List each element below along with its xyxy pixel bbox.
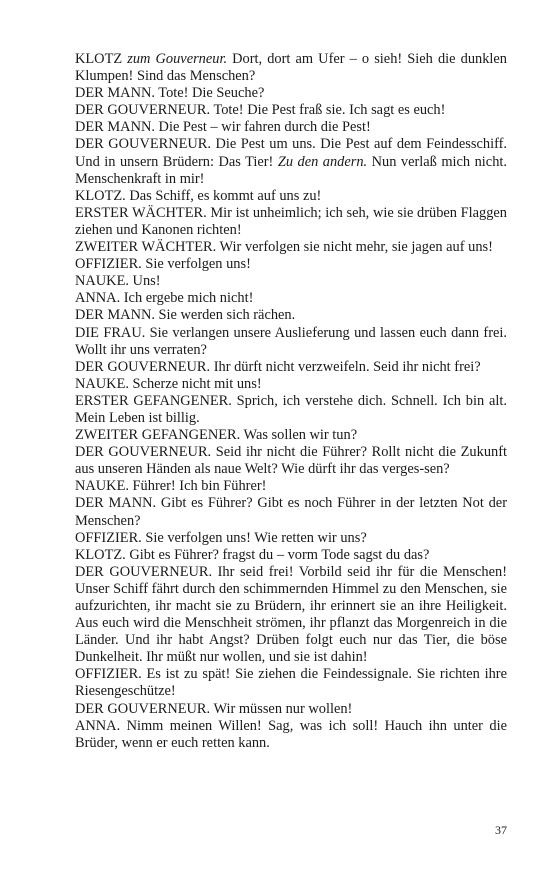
dialogue-line: [75, 256, 507, 273]
line-text: DER MANN. Gibt es Führer? Gibt es noch Führer in der letzten Not der Menschen?: [75, 495, 507, 529]
dialogue-line: [75, 119, 507, 136]
dialogue-line: [75, 85, 507, 102]
line-text: ANNA. Nimm meinen Willen! Sag, was ich soll! Hauch ihn unter die Brüder, wenn er euch retten kann.: [75, 717, 507, 751]
dialogue-line: [75, 530, 507, 547]
dialogue-line: [75, 359, 507, 376]
dialogue-line: [75, 136, 507, 187]
line-text: DER MANN. Die Pest – wir fahren durch die Pest!: [75, 119, 371, 136]
line-text: DER GOUVERNEUR. Ihr dürft nicht verzweifeln. Seid ihr nicht frei?: [75, 358, 481, 375]
line-text: KLOTZ. Gibt es Führer? fragst du – vorm Tode sagst du das?: [75, 546, 430, 563]
line-text: ERSTER WÄCHTER. Mir ist unheimlich; ich seh, wie sie drüben Flaggen ziehen und Kanonen richten!: [75, 204, 507, 238]
dialogue-line: [75, 701, 507, 718]
stage-direction: Zu den andern.: [277, 153, 368, 170]
dialogue-line: [75, 718, 507, 752]
line-text: DIE FRAU. Sie verlangen unsere Auslieferung und lassen euch dann frei. Wollt ihr uns verraten?: [75, 324, 507, 358]
line-text: DER GOUVERNEUR. Die Pest um uns. Die Pest auf dem Feindesschiff. Und in unsern Brüdern: Das Tier!: [75, 136, 507, 170]
dialogue-line: [75, 547, 507, 564]
line-text: NAUKE. Scherze nicht mit uns!: [75, 375, 262, 392]
line-text: OFFIZIER. Es ist zu spät! Sie ziehen die Feindessignale. Sie richten ihre Riesengeschütze!: [75, 666, 507, 700]
line-text: DER GOUVERNEUR. Seid ihr nicht die Führer? Rollt nicht die Zukunft aus unseren Händen als naue Welt? Wie dürft ihr das verges-sen?: [75, 444, 507, 478]
line-text: DER MANN. Sie werden sich rächen.: [75, 307, 296, 324]
line-text: OFFIZIER. Sie verfolgen uns! Wie retten wir uns?: [75, 529, 367, 546]
dialogue-line: [75, 188, 507, 205]
dialogue-line: [75, 427, 507, 444]
page-number: 37: [495, 823, 507, 837]
dialogue-line: [75, 307, 507, 324]
line-text: Nun verlaß mich nicht. Menschenkraft in mir!: [75, 153, 507, 187]
line-text: KLOTZ. Das Schiff, es kommt auf uns zu!: [75, 187, 322, 204]
dialogue-line: [75, 290, 507, 307]
line-text: NAUKE. Uns!: [75, 273, 161, 290]
dialogue-line: [75, 273, 507, 290]
line-text: DER MANN. Tote! Die Seuche?: [75, 85, 265, 102]
dialogue-line: [75, 376, 507, 393]
dialogue-line: [75, 444, 507, 478]
line-text: ERSTER GEFANGENER. Sprich, ich verstehe dich. Schnell. Ich bin alt. Mein Leben ist billig.: [75, 392, 507, 426]
dialogue-line: [75, 564, 507, 667]
stage-direction: zum Gouverneur.: [127, 51, 228, 67]
text-body: [75, 51, 507, 752]
line-text: ZWEITER WÄCHTER. Wir verfolgen sie nicht mehr, sie jagen auf uns!: [75, 239, 493, 256]
dialogue-line: [75, 495, 507, 529]
dialogue-line: [75, 51, 507, 85]
dialogue-line: [75, 478, 507, 495]
dialogue-line: [75, 393, 507, 427]
line-text: ANNA. Ich ergebe mich nicht!: [75, 290, 254, 307]
line-text: Dort, dort am Ufer – o sieh! Sieh die dunklen Klumpen! Sind das Menschen?: [75, 51, 507, 85]
dialogue-line: [75, 205, 507, 239]
dialogue-line: [75, 666, 507, 700]
line-text: DER GOUVERNEUR. Tote! Die Pest fraß sie. Ich sagt es euch!: [75, 102, 446, 119]
line-text: ZWEITER GEFANGENER. Was sollen wir tun?: [75, 427, 358, 444]
line-text: NAUKE. Führer! Ich bin Führer!: [75, 478, 267, 495]
line-text: DER GOUVERNEUR. Ihr seid frei! Vorbild seid ihr für die Menschen! Unser Schiff fährt durch den schimmernden Himmel zu den Menschen, sie aufzurichten, ihr macht sie zu Brüdern, ihr erinnert sie an ihre Heiligkeit. Aus euch wird die Menschheit strömen, ihr pflanzt das Morgenreich in die Länder. Und ihr habt Angst? Drüben folgt euch nur das Tier, die böse Dunkelheit. Ihr müßt nur wollen, und sie ist dahin!: [75, 563, 507, 666]
dialogue-line: [75, 325, 507, 359]
line-text: KLOTZ: [75, 51, 128, 67]
line-text: DER GOUVERNEUR. Wir müssen nur wollen!: [75, 700, 353, 717]
line-text: OFFIZIER. Sie verfolgen uns!: [75, 256, 251, 273]
dialogue-line: [75, 102, 507, 119]
dialogue-line: [75, 239, 507, 256]
